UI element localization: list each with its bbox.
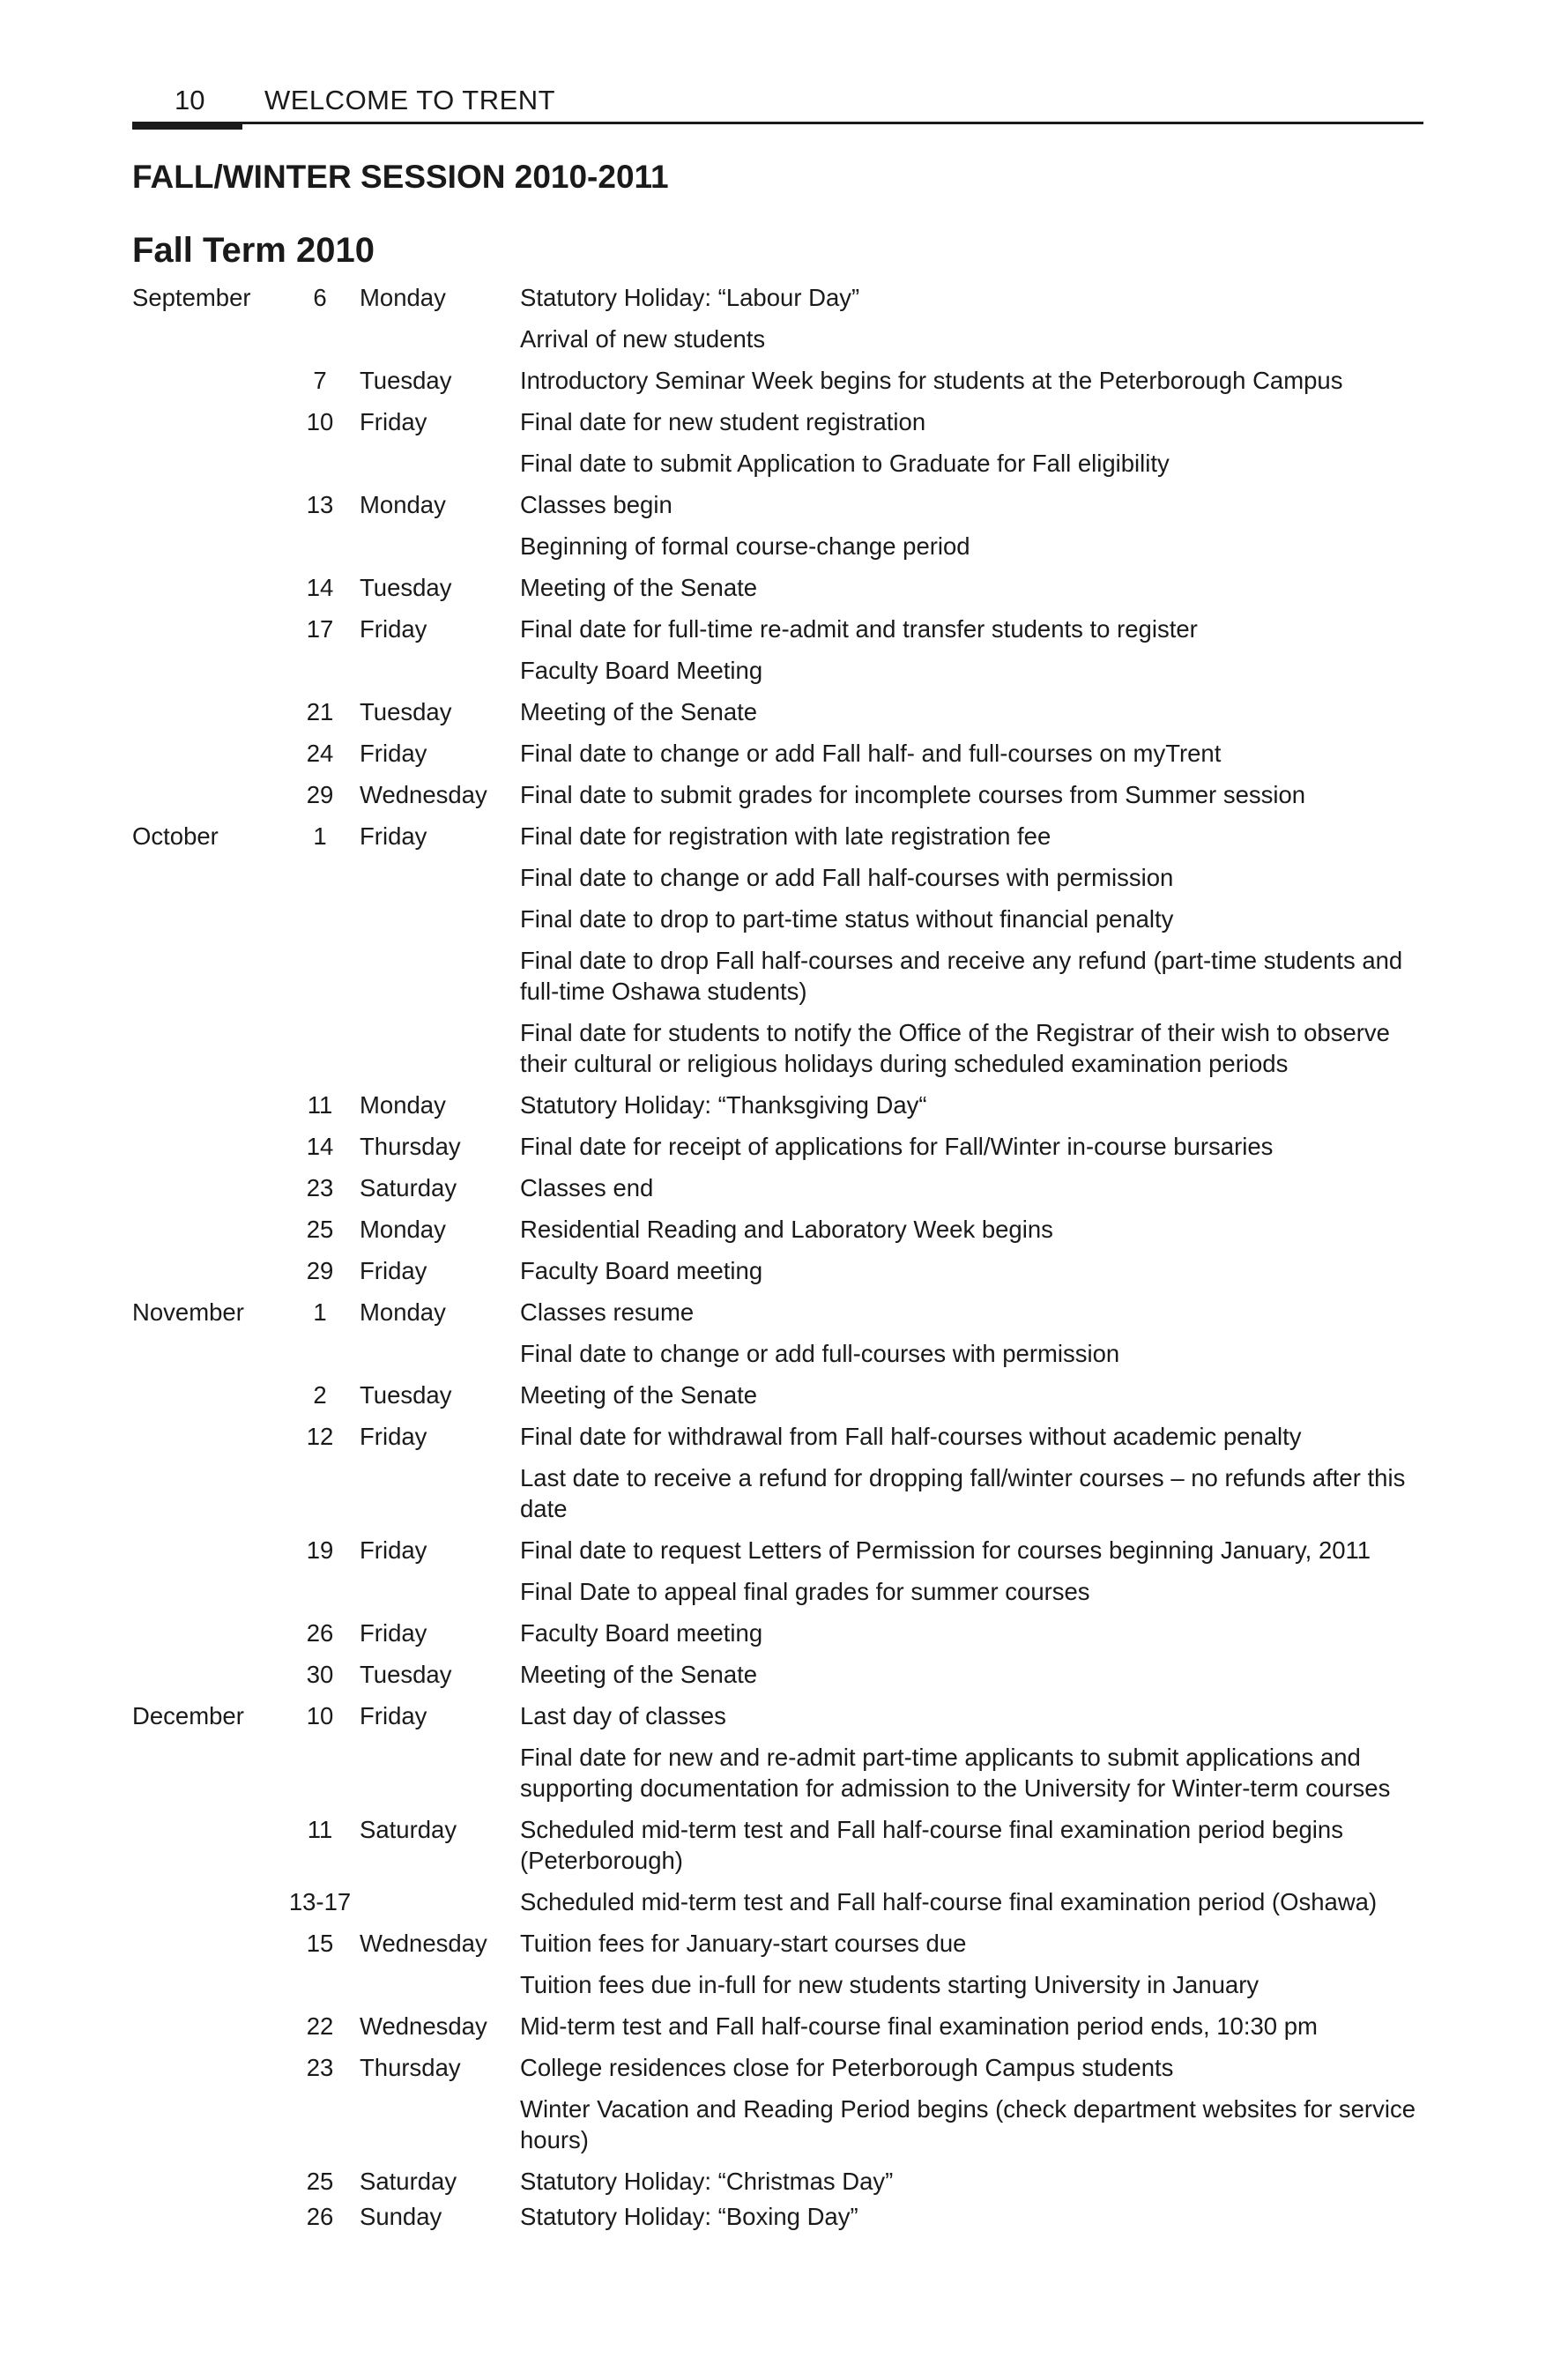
day-cell: 23 [306, 1174, 334, 1201]
calendar-row [132, 2052, 1437, 2083]
day-cell: 13-17 [288, 1888, 352, 1915]
event-cell: Final date to change or add Fall half- and full-courses on myTrent [520, 740, 1222, 767]
day-cell: 10 [306, 408, 334, 435]
page-number: 10 [175, 85, 205, 115]
calendar-row [132, 1255, 1437, 1286]
weekday-cell: Tuesday [360, 698, 452, 725]
event-cell: Classes end [520, 1174, 654, 1201]
event-cell: Meeting of the Senate [520, 698, 758, 725]
day-cell: 2 [313, 1381, 327, 1409]
session-title: FALL/WINTER SESSION 2010-2011 [132, 159, 669, 195]
event-cell: Final date to drop to part-time status without financial penalty [520, 905, 1174, 933]
weekday-cell: Saturday [360, 1174, 457, 1201]
event-cell: Final date for registration with late registration fee [520, 822, 1051, 850]
calendar-row [132, 1214, 1437, 1245]
calendar-row [132, 1576, 1437, 1607]
header-rule [132, 122, 1423, 124]
weekday-cell: Friday [360, 1257, 427, 1284]
day-cell: 13 [306, 491, 334, 518]
day-cell: 14 [306, 574, 334, 601]
calendar-row [132, 365, 1437, 396]
header-tab-bar [132, 122, 242, 130]
event-cell: Classes begin [520, 491, 672, 518]
day-cell: 25 [306, 1216, 334, 1243]
month-cell: December [132, 1702, 244, 1729]
day-cell: 7 [313, 367, 327, 394]
calendar-row [132, 1928, 1437, 1959]
day-cell: 22 [306, 2012, 334, 2040]
event-cell: Faculty Board meeting [520, 1619, 763, 1647]
calendar-row [132, 2201, 1437, 2232]
weekday-cell: Monday [360, 1216, 446, 1243]
weekday-cell: Sunday [360, 2203, 442, 2230]
event-cell: Beginning of formal course-change period [520, 532, 970, 560]
event-cell: Arrival of new students [520, 325, 766, 353]
event-cell: Faculty Board meeting [520, 1257, 763, 1284]
day-cell: 1 [313, 1298, 327, 1326]
day-cell: 10 [306, 1702, 334, 1729]
calendar-table [132, 282, 1437, 2242]
event-cell: Final date to change or add full-courses with permission [520, 1340, 1120, 1367]
calendar-row [132, 1659, 1437, 1690]
event-cell: Final date for new and re-admit part-time applicants to submit applications and supporting documentation for admission to the University for Winter-term courses [520, 1744, 1391, 1802]
month-cell: October [132, 822, 219, 850]
calendar-row [132, 1742, 1437, 1804]
weekday-cell: Tuesday [360, 367, 452, 394]
event-cell: Final date for withdrawal from Fall half-courses without academic penalty [520, 1423, 1302, 1450]
day-cell: 26 [306, 2203, 334, 2230]
event-cell: Scheduled mid-term test and Fall half-course final examination period (Oshawa) [520, 1888, 1378, 1915]
calendar-row [132, 738, 1437, 769]
weekday-cell: Wednesday [360, 2012, 487, 2040]
calendar-row [132, 1814, 1437, 1876]
event-cell: Final date to submit Application to Graduate for Fall eligibility [520, 450, 1170, 477]
calendar-row [132, 655, 1437, 686]
weekday-cell: Friday [360, 1702, 427, 1729]
calendar-row [132, 821, 1437, 852]
month-cell: November [132, 1298, 244, 1326]
event-cell: Meeting of the Senate [520, 574, 758, 601]
event-cell: Winter Vacation and Reading Period begins (check department websites for service hours) [520, 2095, 1416, 2153]
event-cell: Tuition fees due in-full for new students starting University in January [520, 1971, 1259, 1998]
calendar-row [132, 489, 1437, 520]
page-header [132, 79, 1423, 127]
weekday-cell: Wednesday [360, 1930, 487, 1957]
calendar-row [132, 1421, 1437, 1452]
event-cell: Faculty Board Meeting [520, 657, 763, 684]
day-cell: 29 [306, 781, 334, 808]
day-cell: 30 [306, 1661, 334, 1688]
calendar-row [132, 282, 1437, 313]
term-title: Fall Term 2010 [132, 231, 375, 270]
event-cell: Statutory Holiday: “Labour Day” [520, 284, 860, 311]
day-cell: 12 [306, 1423, 334, 1450]
calendar-row [132, 1131, 1437, 1162]
weekday-cell: Tuesday [360, 574, 452, 601]
event-cell: Final date for students to notify the Office of the Registrar of their wish to observe their cultural or religious holidays during scheduled examination periods [520, 1019, 1390, 1077]
weekday-cell: Friday [360, 822, 427, 850]
day-cell: 26 [306, 1619, 334, 1647]
calendar-row [132, 531, 1437, 562]
weekday-cell: Wednesday [360, 781, 487, 808]
weekday-cell: Saturday [360, 1816, 457, 1843]
event-cell: Classes resume [520, 1298, 695, 1326]
calendar-row [132, 1969, 1437, 2000]
day-cell: 1 [313, 822, 327, 850]
event-cell: Last day of classes [520, 1702, 726, 1729]
event-cell: Residential Reading and Laboratory Week begins [520, 1216, 1053, 1243]
day-cell: 17 [306, 615, 334, 643]
calendar-row [132, 324, 1437, 354]
calendar-row [132, 945, 1437, 1007]
event-cell: Final date to submit grades for incomplete courses from Summer session [520, 781, 1306, 808]
calendar-row [132, 1462, 1437, 1524]
weekday-cell: Friday [360, 740, 427, 767]
calendar-row [132, 696, 1437, 727]
calendar-row [132, 862, 1437, 893]
event-cell: Last date to receive a refund for dropping fall/winter courses – no refunds after this date [520, 1464, 1406, 1522]
weekday-cell: Monday [360, 284, 446, 311]
day-cell: 14 [306, 1133, 334, 1160]
weekday-cell: Thursday [360, 1133, 461, 1160]
event-cell: Statutory Holiday: “Christmas Day” [520, 2168, 894, 2195]
day-cell: 11 [307, 1091, 333, 1119]
weekday-cell: Monday [360, 491, 446, 518]
weekday-cell: Friday [360, 1619, 427, 1647]
calendar-row [132, 2166, 1437, 2197]
weekday-cell: Tuesday [360, 1661, 452, 1688]
calendar-row [132, 779, 1437, 810]
weekday-cell: Monday [360, 1091, 446, 1119]
day-cell: 11 [307, 1816, 333, 1843]
calendar-row [132, 1618, 1437, 1648]
calendar-row [132, 448, 1437, 479]
calendar-row [132, 2094, 1437, 2155]
day-cell: 25 [306, 2168, 334, 2195]
calendar-row [132, 1380, 1437, 1410]
calendar-row [132, 572, 1437, 603]
weekday-cell: Friday [360, 615, 427, 643]
calendar-row [132, 1172, 1437, 1203]
day-cell: 23 [306, 2054, 334, 2081]
day-cell: 24 [306, 740, 334, 767]
weekday-cell: Friday [360, 1423, 427, 1450]
event-cell: Final date for full-time re-admit and transfer students to register [520, 615, 1198, 643]
calendar-row [132, 1535, 1437, 1566]
event-cell: Statutory Holiday: “Boxing Day” [520, 2203, 858, 2230]
event-cell: College residences close for Peterborough Campus students [520, 2054, 1174, 2081]
event-cell: Statutory Holiday: “Thanksgiving Day“ [520, 1091, 927, 1119]
calendar-row [132, 1017, 1437, 1079]
event-cell: Final date for receipt of applications for Fall/Winter in-course bursaries [520, 1133, 1274, 1160]
running-title: WELCOME TO TRENT [264, 85, 556, 115]
calendar-row [132, 1338, 1437, 1369]
event-cell: Mid-term test and Fall half-course final examination period ends, 10:30 pm [520, 2012, 1318, 2040]
weekday-cell: Saturday [360, 2168, 457, 2195]
calendar-row [132, 1886, 1437, 1917]
day-cell: 29 [306, 1257, 334, 1284]
calendar-row [132, 406, 1437, 437]
event-cell: Final date for new student registration [520, 408, 926, 435]
event-cell: Final date to drop Fall half-courses and receive any refund (part-time students and full-time Oshawa students) [520, 947, 1403, 1005]
weekday-cell: Thursday [360, 2054, 461, 2081]
calendar-row [132, 1297, 1437, 1328]
event-cell: Final date to request Letters of Permission for courses beginning January, 2011 [520, 1536, 1371, 1564]
calendar-row [132, 1700, 1437, 1731]
event-cell: Introductory Seminar Week begins for students at the Peterborough Campus [520, 367, 1343, 394]
event-cell: Meeting of the Senate [520, 1661, 758, 1688]
calendar-row [132, 614, 1437, 644]
calendar-row [132, 1090, 1437, 1120]
day-cell: 19 [306, 1536, 334, 1564]
weekday-cell: Tuesday [360, 1381, 452, 1409]
event-cell: Tuition fees for January-start courses due [520, 1930, 967, 1957]
weekday-cell: Monday [360, 1298, 446, 1326]
event-cell: Scheduled mid-term test and Fall half-course final examination period begins (Peterborough) [520, 1816, 1343, 1874]
event-cell: Final Date to appeal final grades for summer courses [520, 1578, 1090, 1605]
month-cell: September [132, 284, 251, 311]
event-cell: Final date to change or add Fall half-courses with permission [520, 864, 1174, 891]
day-cell: 6 [313, 284, 327, 311]
weekday-cell: Friday [360, 1536, 427, 1564]
calendar-row [132, 904, 1437, 934]
calendar-row [132, 2011, 1437, 2042]
weekday-cell: Friday [360, 408, 427, 435]
day-cell: 15 [306, 1930, 334, 1957]
event-cell: Meeting of the Senate [520, 1381, 758, 1409]
day-cell: 21 [306, 698, 334, 725]
